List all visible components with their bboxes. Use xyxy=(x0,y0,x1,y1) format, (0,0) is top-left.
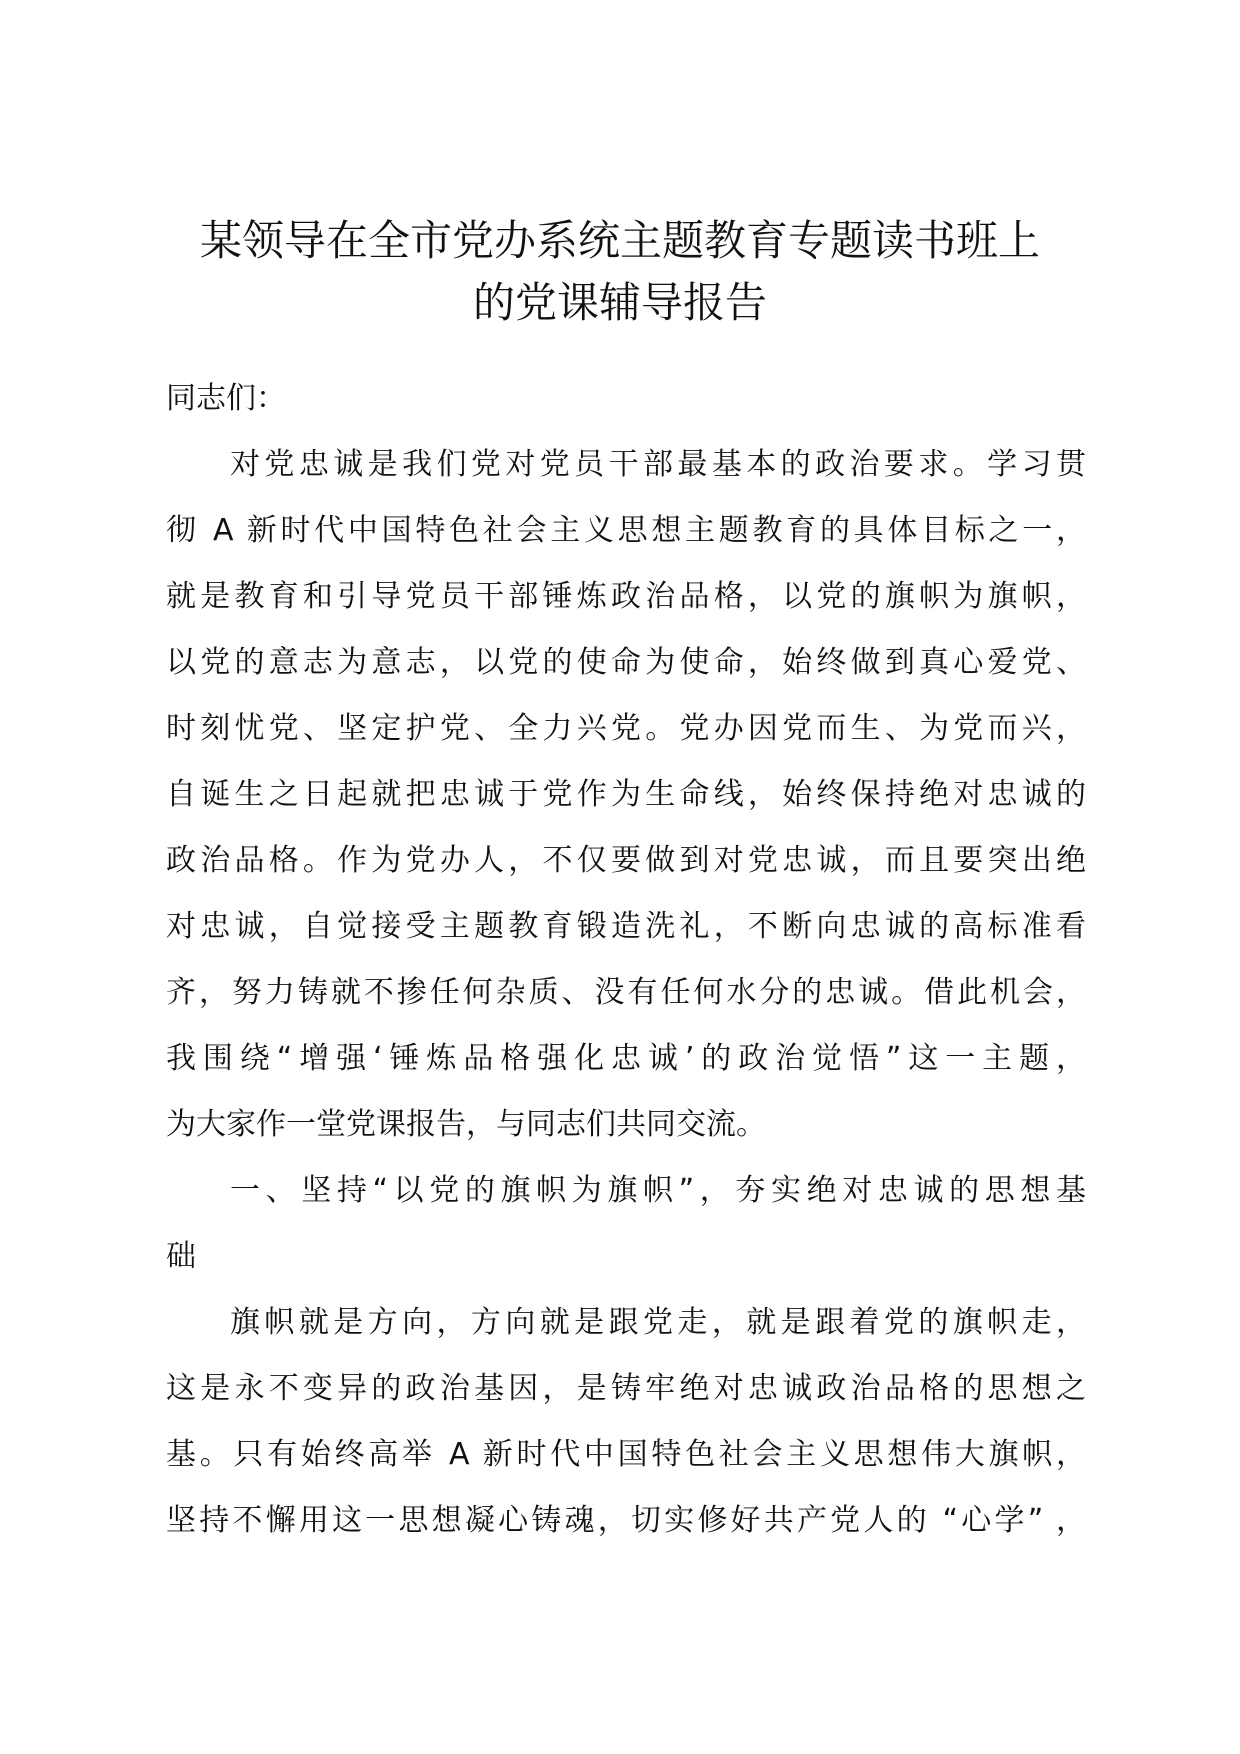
body-line: 一、坚持“以党的旗帜为旗帜”，夯实绝对忠诚的思想基 xyxy=(230,1173,1086,1208)
body-line: 坚持不懈用这一思想凝心铸魂，切实修好共产党人的 “心学” ， xyxy=(166,1503,1086,1538)
body-line: 对党忠诚是我们党对党员干部最基本的政治要求。学习贯 xyxy=(230,447,1086,482)
document-title xyxy=(140,210,1100,334)
body-line: 础 xyxy=(166,1239,196,1274)
body-line: 以党的意志为意志，以党的使命为使命，始终做到真心爱党、 xyxy=(166,645,1086,680)
body-line: 为大家作一堂党课报告，与同志们共同交流。 xyxy=(166,1107,766,1142)
body-lines xyxy=(166,432,1086,1554)
body-line: 彻 A 新时代中国特色社会主义思想主题教育的具体目标之一， xyxy=(166,513,1086,548)
body-line: 时刻忧党、坚定护党、全力兴党。党办因党而生、为党而兴， xyxy=(166,711,1086,746)
body-line: 政治品格。作为党办人，不仅要做到对党忠诚，而且要突出绝 xyxy=(166,843,1086,878)
body-line: 自诞生之日起就把忠诚于党作为生命线，始终保持绝对忠诚的 xyxy=(166,777,1086,812)
body-line: 旗帜就是方向，方向就是跟党走，就是跟着党的旗帜走， xyxy=(230,1305,1086,1340)
body-line: 就是教育和引导党员干部锤炼政治品格，以党的旗帜为旗帜， xyxy=(166,579,1086,614)
body-line: 我围绕“增强‘锤炼品格强化忠诚’的政治觉悟”这一主题， xyxy=(166,1041,1086,1076)
body-line: 这是永不变异的政治基因，是铸牢绝对忠诚政治品格的思想之 xyxy=(166,1371,1086,1406)
body-line: 对忠诚，自觉接受主题教育锻造洗礼，不断向忠诚的高标准看 xyxy=(166,909,1086,944)
salutation: 同志们： xyxy=(166,381,286,416)
title-line-2: 的党课辅导报告 xyxy=(472,278,767,327)
body-line: 基。只有始终高举 A 新时代中国特色社会主义思想伟大旗帜， xyxy=(166,1437,1086,1472)
title-line-1: 某领导在全市党办系统主题教育专题读书班上 xyxy=(199,216,1040,265)
document-body xyxy=(166,366,1086,1554)
body-line: 齐，努力铸就不掺任何杂质、没有任何水分的忠诚。借此机会， xyxy=(166,975,1086,1010)
